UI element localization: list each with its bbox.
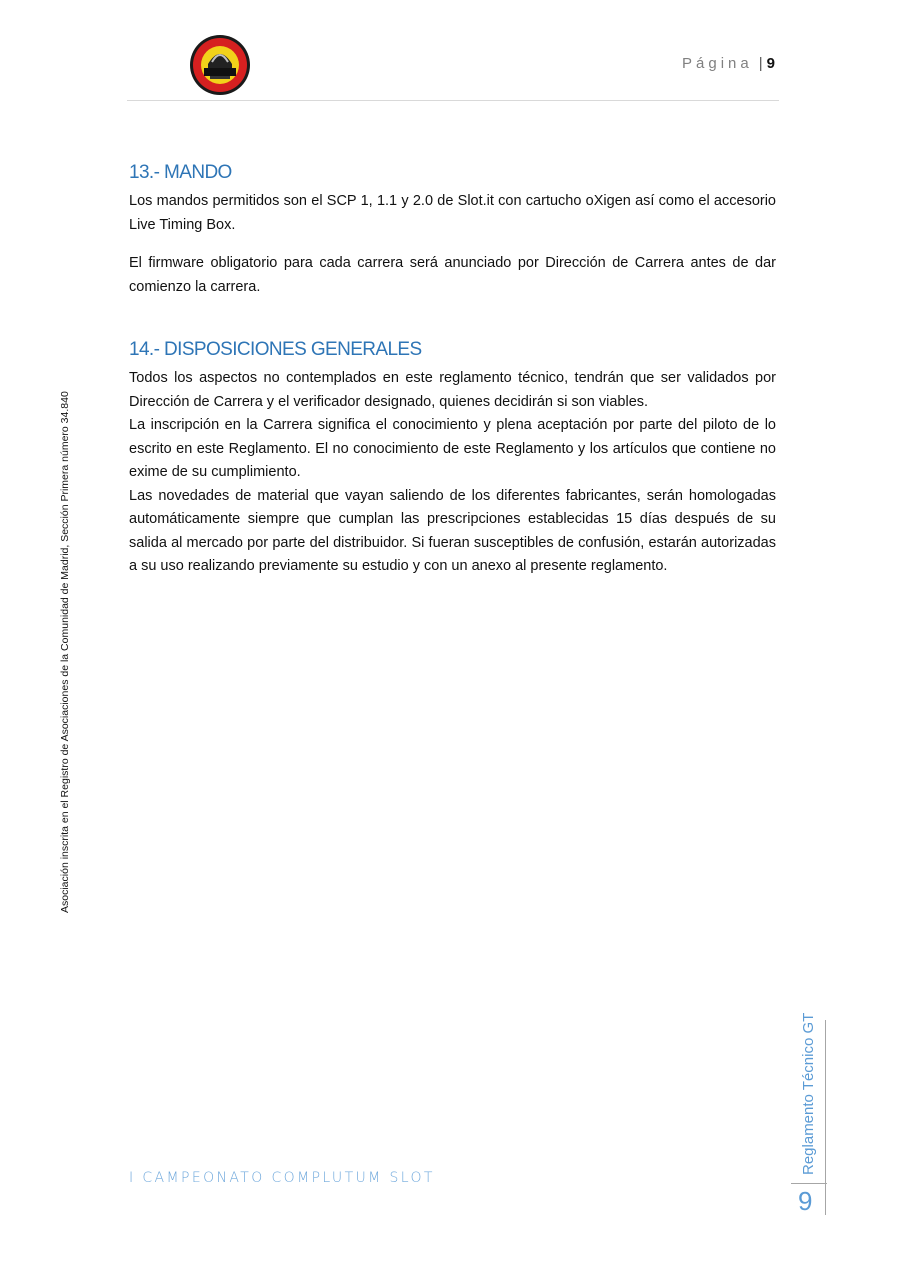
footer-page-number: 9 [798, 1186, 813, 1216]
section-heading: 13.- MANDO [129, 162, 232, 183]
paragraph: El firmware obligatorio para cada carrera será anunciado por Dirección de Carrera antes de dar comienzo la carrera. [129, 255, 776, 295]
header-divider [127, 100, 779, 101]
section-disposiciones-generales [129, 337, 776, 579]
paragraph: Los mandos permitidos son el SCP 1, 1.1 y 2.0 de Slot.it con cartucho oXigen así como el accesorio Live Timing Box. [129, 193, 776, 233]
page-number: 9 [766, 55, 775, 72]
paragraph: La inscripción en la Carrera significa el conocimiento y plena aceptación por parte del piloto de lo escrito en este Reglamento. El no conocimiento de este Reglamento y los artículos que contiene no exime de su cumplimiento. [129, 417, 776, 480]
paragraph: Todos los aspectos no contemplados en este reglamento técnico, tendrán que ser validados por Dirección de Carrera y el verificador designado, quienes decidirán si son viables. [129, 370, 776, 410]
footer-vertical-rule [825, 1020, 826, 1215]
association-note: Asociación inscrita en el Registro de Asociaciones de la Comunidad de Madrid, Sección Primera número 34.840 [59, 391, 71, 913]
page-separator: | [758, 55, 763, 72]
club-logo [188, 34, 252, 96]
section-heading: 14.- DISPOSICIONES GENERALES [129, 339, 422, 360]
page-label [682, 55, 775, 72]
section-mando [129, 160, 776, 299]
footer-horizontal-rule [791, 1183, 827, 1184]
document-title-vertical: Reglamento Técnico GT [800, 1012, 817, 1175]
paragraph: Las novedades de material que vayan saliendo de los diferentes fabricantes, serán homologadas automáticamente siempre que cumplan las prescripciones establecidas 15 días después de su salida al mercado por parte del distribuidor. Si fueran susceptibles de confusión, estarán autorizadas a su uso realizando previamente su estudio y con un anexo al presente reglamento. [129, 487, 776, 574]
document-body [129, 160, 776, 579]
footer-championship-title: I CAMPEONATO COMPLUTUM SLOT [129, 1170, 435, 1186]
page-word: Página [682, 55, 753, 72]
